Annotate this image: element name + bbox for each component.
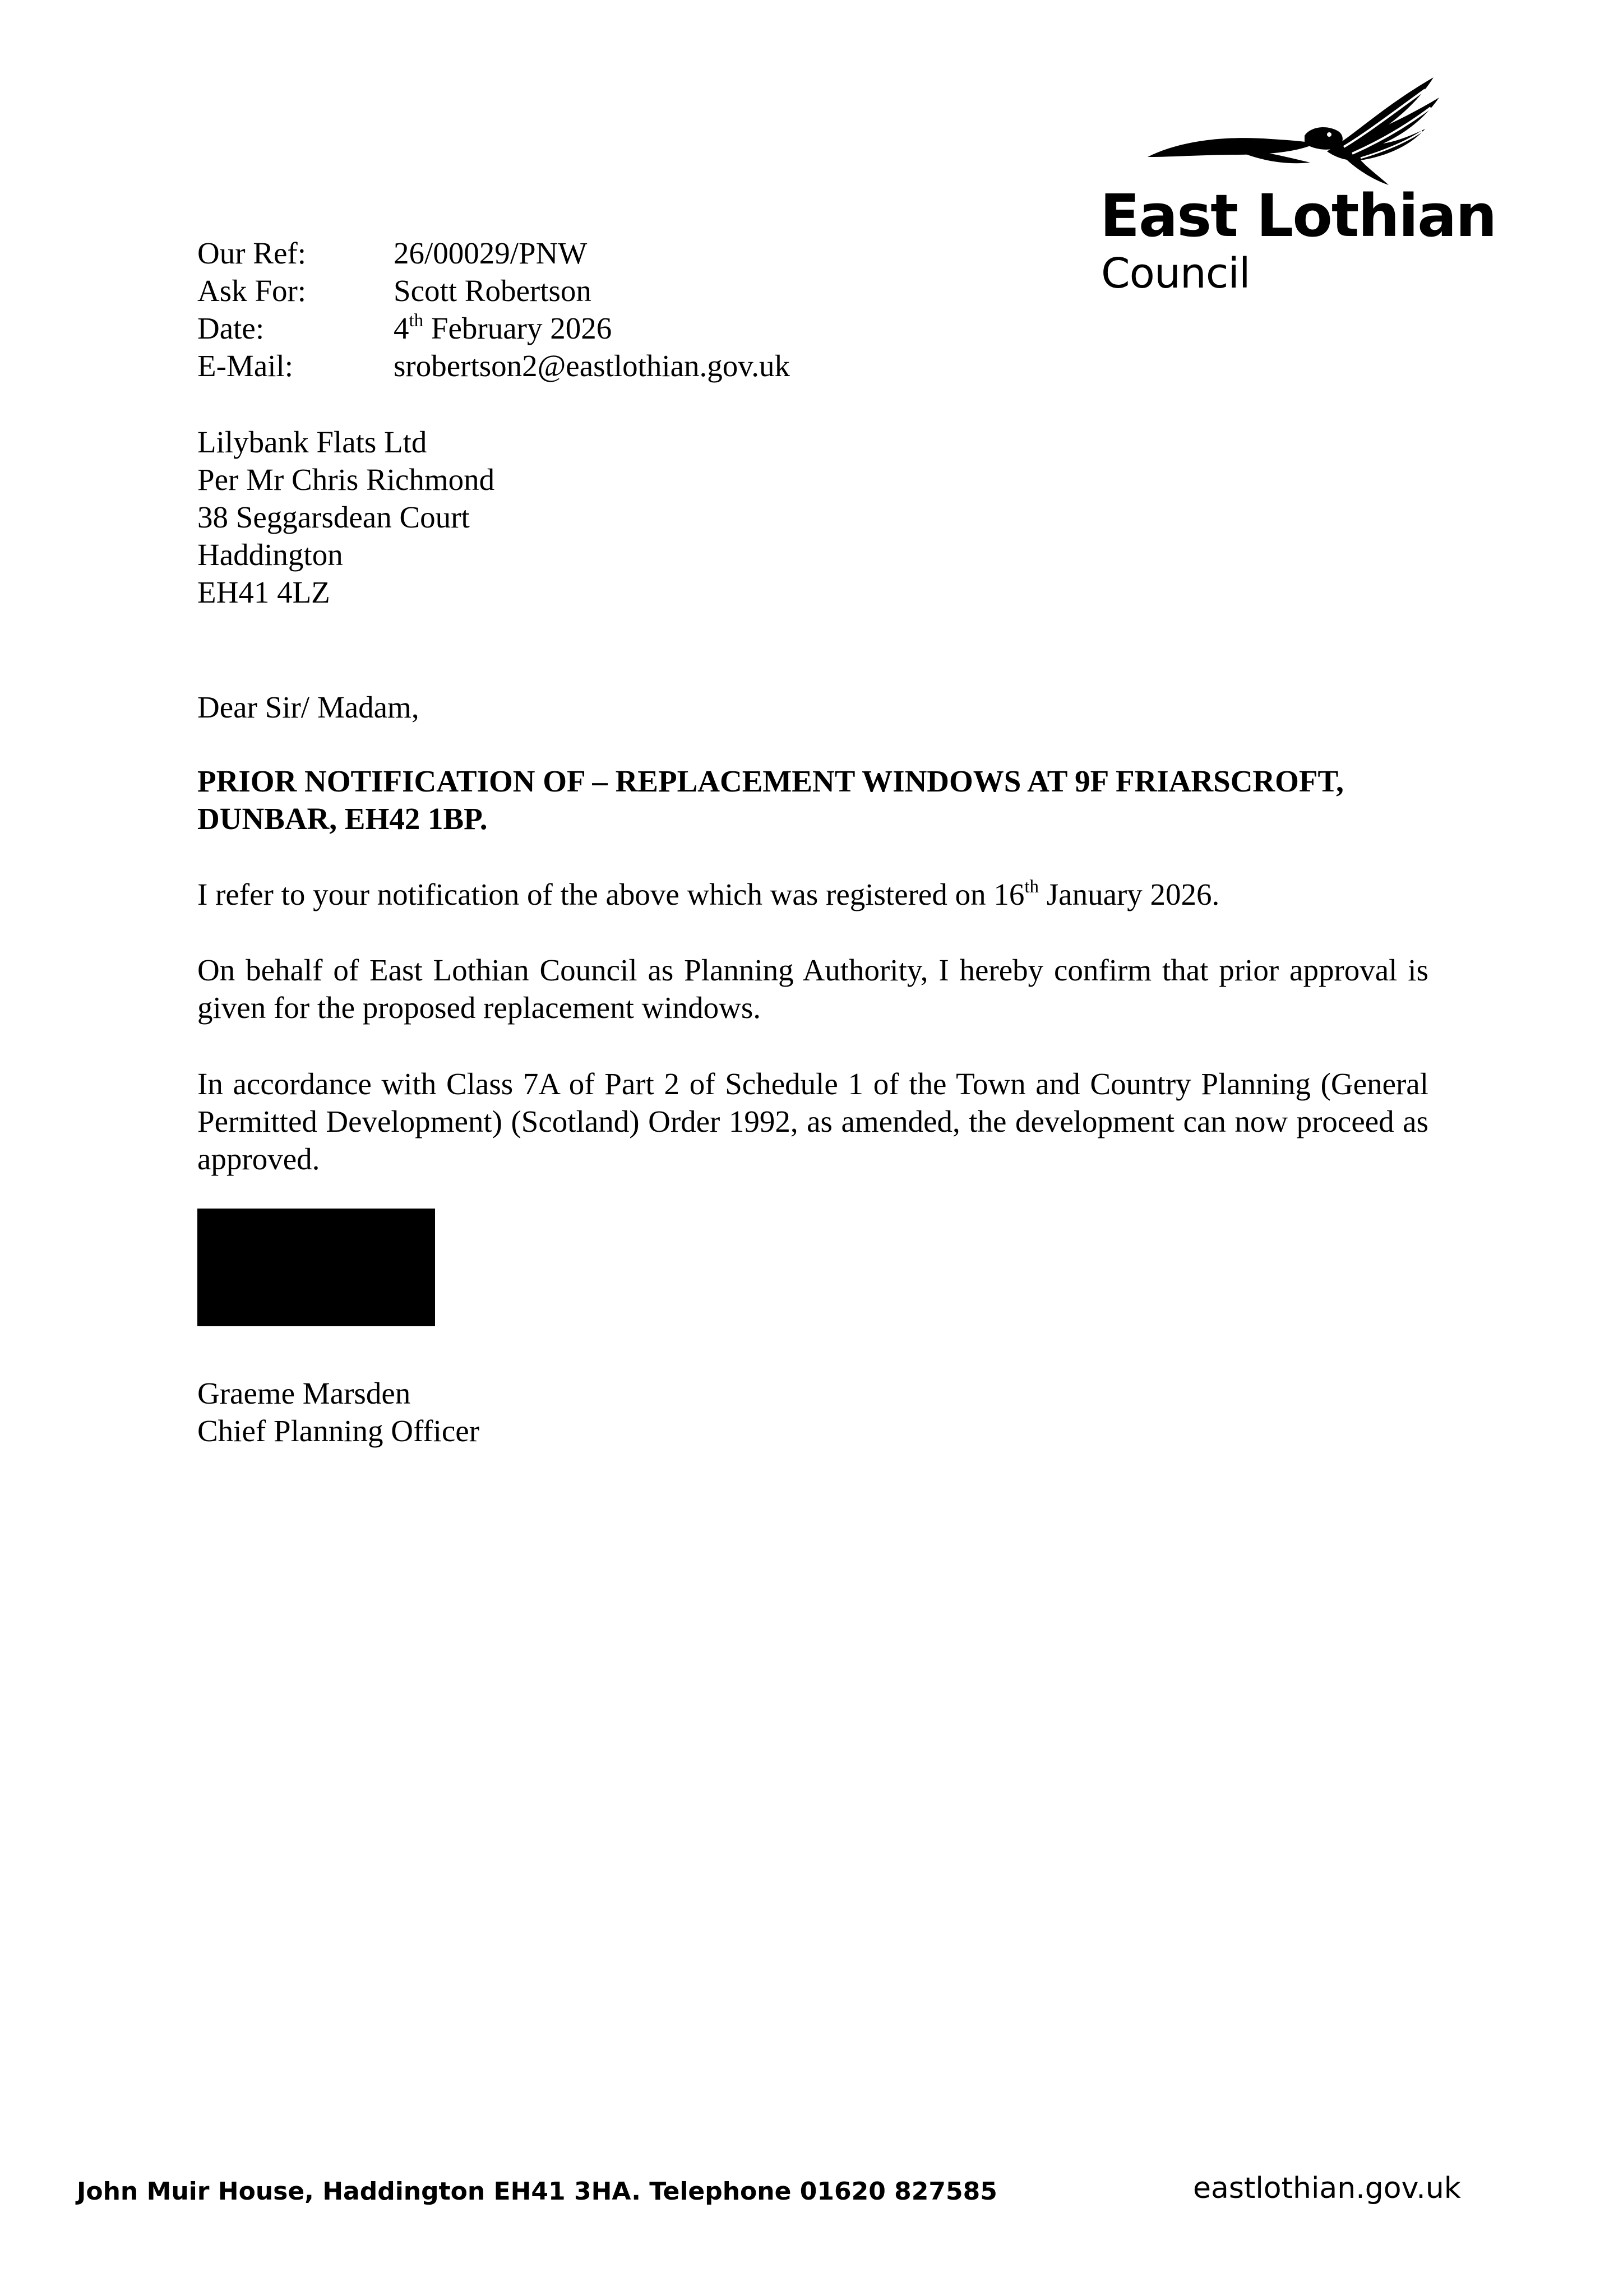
ref-label: Our Ref: bbox=[197, 236, 306, 270]
address-line: EH41 4LZ bbox=[197, 575, 330, 609]
paragraph-1 bbox=[197, 876, 1428, 913]
address-line: Per Mr Chris Richmond bbox=[197, 462, 495, 497]
ref-value: Scott Robertson bbox=[394, 274, 591, 308]
ref-row-date bbox=[197, 309, 790, 347]
address-line: Lilybank Flats Ltd bbox=[197, 425, 427, 459]
signer-block bbox=[197, 1374, 479, 1450]
paragraph-1-ordinal: th bbox=[1024, 877, 1039, 897]
council-logo bbox=[1100, 73, 1515, 297]
redacted-signature bbox=[197, 1209, 435, 1326]
address-line: Haddington bbox=[197, 538, 343, 572]
ref-value: 26/00029/PNW bbox=[394, 236, 588, 270]
ref-label: Ask For: bbox=[197, 274, 307, 308]
ref-row-our-ref bbox=[197, 234, 790, 272]
footer-address: John Muir House, Haddington EH41 3HA. Telephone 01620 827585 bbox=[77, 2177, 997, 2206]
ref-row-ask-for bbox=[197, 272, 790, 309]
bird-icon bbox=[1142, 73, 1445, 191]
address-line: 38 Seggarsdean Court bbox=[197, 500, 470, 534]
footer-website: eastlothian.gov.uk bbox=[1193, 2172, 1461, 2205]
ref-value: srobertson2@eastlothian.gov.uk bbox=[394, 349, 790, 383]
date-day: 4 bbox=[394, 311, 409, 345]
ref-value-date bbox=[394, 309, 612, 347]
date-ordinal: th bbox=[409, 311, 424, 331]
ref-label: E-Mail: bbox=[197, 349, 294, 383]
logo-sub: Council bbox=[1101, 249, 1250, 298]
recipient-address bbox=[197, 423, 494, 611]
ref-row-email bbox=[197, 347, 790, 385]
signer-name: Graeme Marsden bbox=[197, 1376, 411, 1410]
date-rest: February 2026 bbox=[423, 311, 612, 345]
ref-label: Date: bbox=[197, 311, 265, 345]
paragraph-1-text: I refer to your notification of the above which was registered on 16 bbox=[197, 877, 1025, 911]
paragraph-3: In accordance with Class 7A of Part 2 of Schedule 1 of the Town and Country Planning (General Permitted Development) (Scotland) Order 1992, as amended, the development can now proceed as approved. bbox=[197, 1067, 1428, 1176]
paragraph-2: On behalf of East Lothian Council as Planning Authority, I hereby confirm that prior approval is given for the proposed replacement windows. bbox=[197, 953, 1428, 1025]
paragraph-1-rest: January 2026. bbox=[1039, 877, 1220, 911]
reference-block bbox=[197, 234, 790, 385]
salutation: Dear Sir/ Madam, bbox=[197, 690, 419, 724]
logo-name: East Lothian bbox=[1100, 182, 1496, 250]
signer-title: Chief Planning Officer bbox=[197, 1414, 480, 1448]
subject-heading: PRIOR NOTIFICATION OF – REPLACEMENT WINDOWS AT 9F FRIARSCROFT, DUNBAR, EH42 1BP. bbox=[197, 764, 1344, 836]
